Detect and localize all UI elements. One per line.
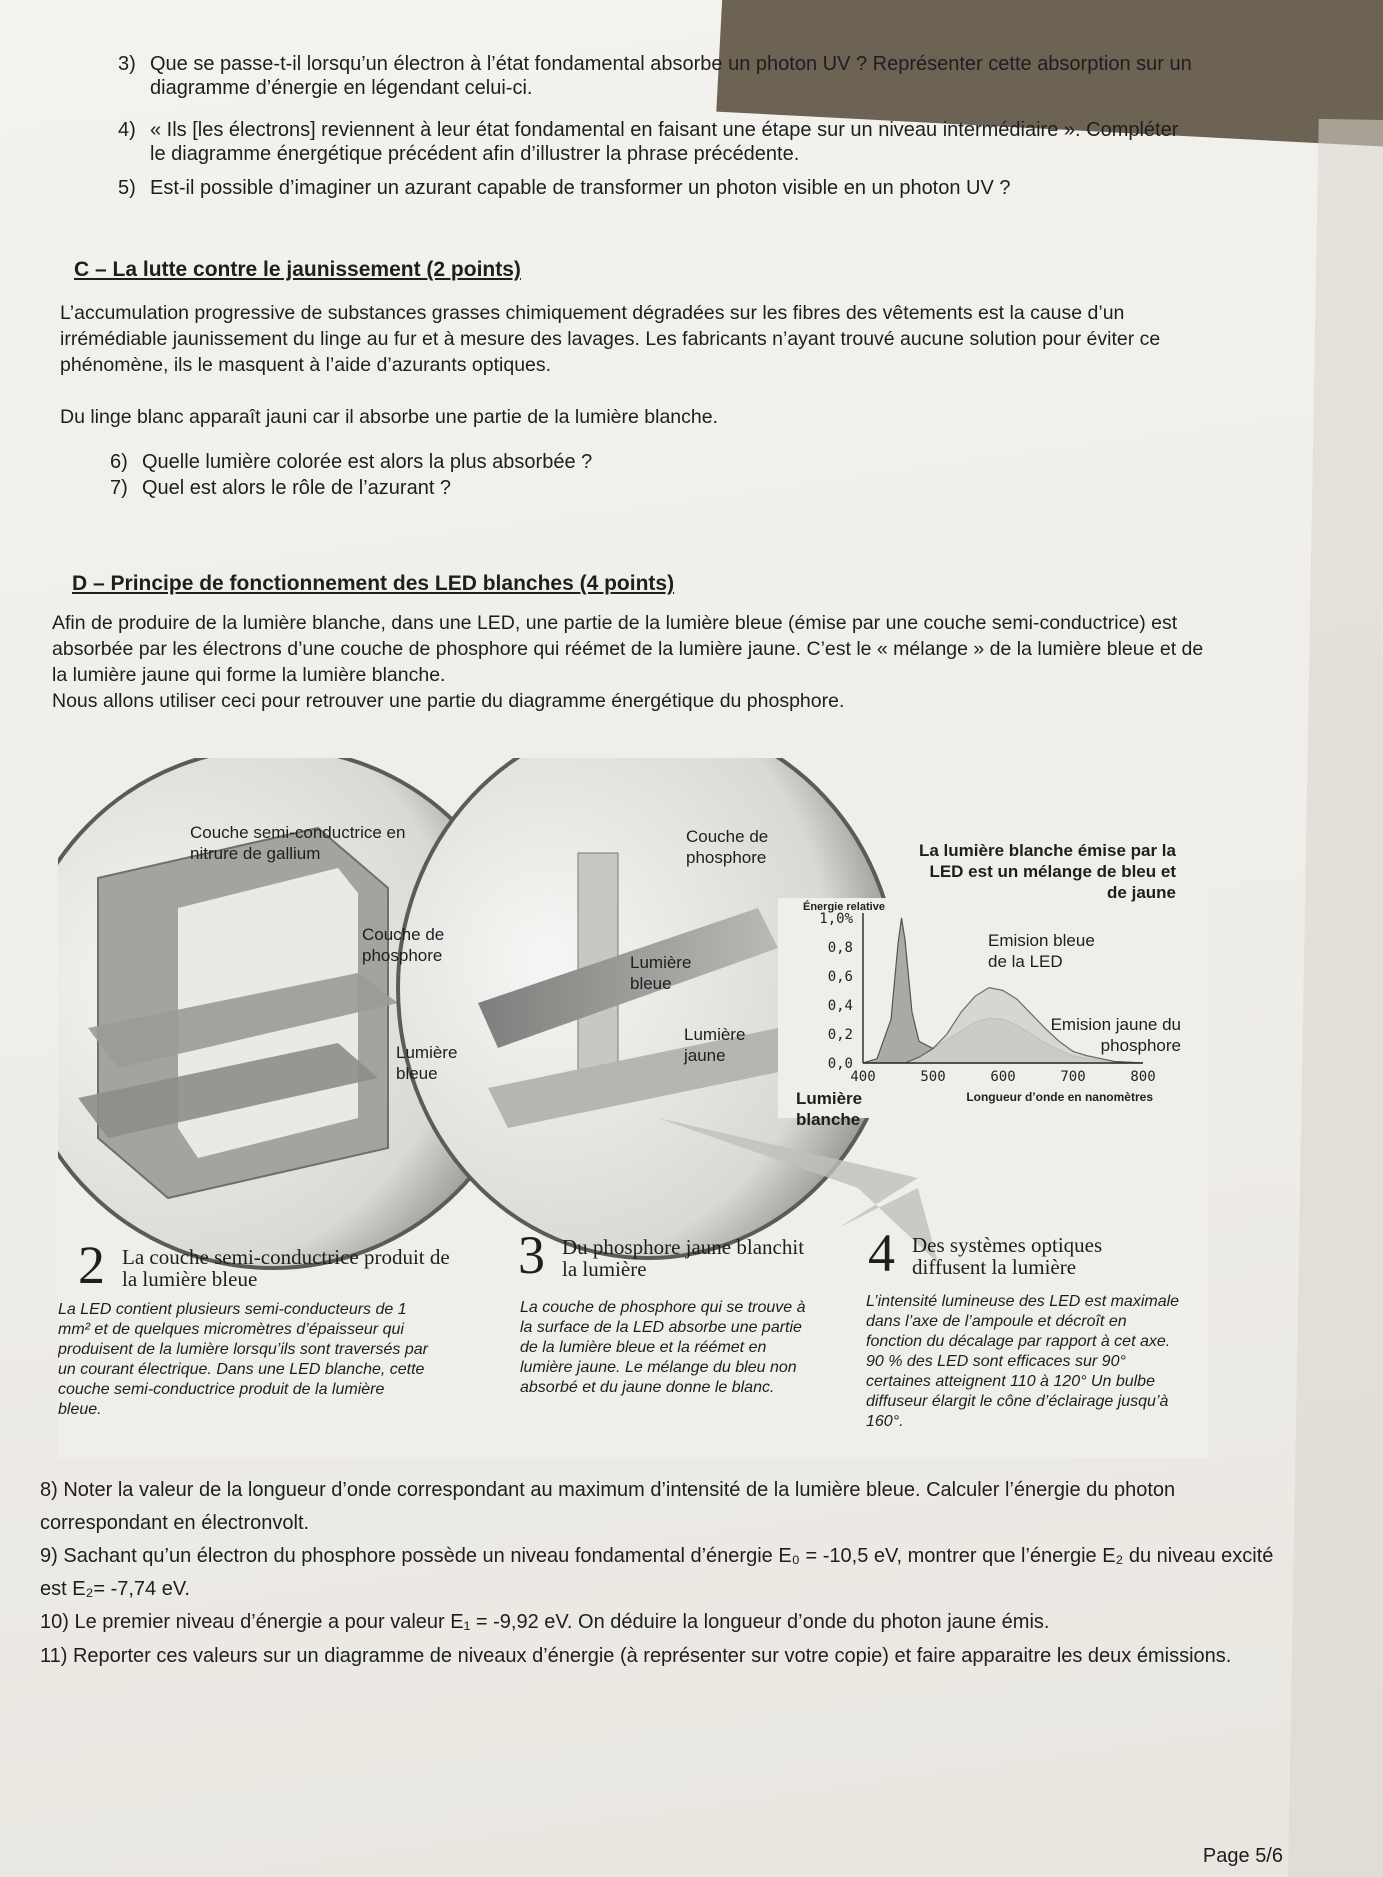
section-c-paragraph: L’accumulation progressive de substances grasses chimiquement dégradées sur les fibres des vêtements est la cause d’un irrémédiable jaunissement du linge au fur et à mesure des lavages. Les fabricants n’ayant trouvé aucune solution pour éviter ce phénomène, ils le masquent à l’aide d’azurants optiques. xyxy=(60,302,1161,376)
question-4 xyxy=(118,118,1198,166)
question-10 xyxy=(40,1606,1280,1639)
question-number: 7) xyxy=(110,477,128,499)
label-phosphor-mid: Couche de phosphore xyxy=(686,827,769,867)
question-text: Que se passe-t-il lorsqu’un électron à l’état fondamental absorbe un photon UV ? Représenter cette absorption sur un diagramme d’énergie en légendant celui-ci. xyxy=(150,53,1192,99)
caption-number: 2 xyxy=(78,1235,105,1295)
question-number: 6) xyxy=(110,451,128,473)
question-number: 9) xyxy=(40,1545,58,1567)
chart-title: La lumière blanche émise par la LED est un mélange de bleu et de jaune xyxy=(918,841,1176,902)
question-3 xyxy=(118,52,1198,100)
question-6 xyxy=(110,450,1010,474)
question-5 xyxy=(118,176,1198,200)
section-c-title: C – La lutte contre le jaunissement (2 points) xyxy=(74,258,521,281)
question-text: Noter la valeur de la longueur d’onde correspondant au maximum d’intensité de la lumière bleue. Calculer l’énergie du photon correspondant en électronvolt. xyxy=(40,1479,1176,1534)
question-number: 11) xyxy=(40,1645,68,1667)
question-number: 4) xyxy=(118,119,136,141)
y-tick-label: 0,2 xyxy=(827,1027,853,1043)
label-white-light: Lumière blanche xyxy=(796,1089,863,1129)
caption-title: Du phosphore jaune blanchit la lumière xyxy=(562,1235,805,1281)
question-text: « Ils [les électrons] reviennent à leur état fondamental en faisant une étape sur un niveau intermédiaire ». Compléter le diagramme énergétique précédent afin d’illustrer la phrase précédente. xyxy=(150,119,1179,165)
label-phosphor-left: Couche de phosphore xyxy=(362,925,445,965)
caption-2-body: La LED contient plusieurs semi-conducteurs de 1 mm² et de quelques micromètres d’épaisseur qui produisent de la lumière lorsqu’ils sont traversés par un courant électrique. Dans une LED blanche, cette couche semi-conductrice produit de la lumière bleue. xyxy=(58,1301,428,1418)
question-text: Quel est alors le rôle de l’azurant ? xyxy=(142,477,452,499)
caption-4-body: L’intensité lumineuse des LED est maximale dans l’axe de l’ampoule et décroît en fonction du décalage par rapport à cet axe. 90 % des LED sont efficaces sur 90° certaines atteignent 110 à 120° Un bulbe diffuseur élargit le cône d’éclairage jusqu’à 160°. xyxy=(866,1293,1180,1430)
question-11 xyxy=(40,1640,1280,1673)
question-8 xyxy=(40,1474,1280,1540)
x-axis-label: Longueur d’onde en nanomètres xyxy=(966,1090,1153,1104)
y-tick-label: 0,0 xyxy=(827,1056,853,1072)
question-number: 3) xyxy=(118,53,136,75)
x-tick-label: 500 xyxy=(920,1069,946,1085)
y-tick-label: 1,0% xyxy=(819,911,853,927)
label-semiconductor: Couche semi-conductrice en nitrure de gallium xyxy=(190,823,406,863)
question-7 xyxy=(110,476,1010,500)
label-blue-left: Lumière bleue xyxy=(396,1043,458,1083)
question-text: Quelle lumière colorée est alors la plus absorbée ? xyxy=(142,451,593,473)
section-d-title: D – Principe de fonctionnement des LED blanches (4 points) xyxy=(72,572,675,595)
caption-title: La couche semi-conductrice produit de la lumière bleue xyxy=(122,1245,450,1291)
y-tick-label: 0,8 xyxy=(827,940,853,956)
y-axis-label: Énergie relative xyxy=(803,901,885,913)
label-yellow-emission: Emision jaune du phosphore xyxy=(1050,1015,1181,1055)
caption-title: Des systèmes optiques diffusent la lumière xyxy=(912,1233,1103,1279)
x-tick-label: 800 xyxy=(1130,1069,1156,1085)
y-tick-label: 0,4 xyxy=(827,998,853,1014)
caption-number: 4 xyxy=(868,1223,895,1283)
x-tick-label: 600 xyxy=(990,1069,1016,1085)
section-d-paragraph-2: Nous allons utiliser ceci pour retrouver une partie du diagramme énergétique du phosphore. xyxy=(52,690,845,712)
page-number: Page 5/6 xyxy=(1202,1845,1283,1867)
section-c-paragraph-2: Du linge blanc apparaît jauni car il absorbe une partie de la lumière blanche. xyxy=(60,406,718,428)
label-yellow-mid: Lumière jaune xyxy=(684,1025,746,1065)
question-text: Sachant qu’un électron du phosphore possède un niveau fondamental d’énergie E₀ = -10,5 eV, montrer que l’énergie E₂ du niveau excité est E₂= -7,74 eV. xyxy=(40,1545,1274,1600)
question-text: Est-il possible d’imaginer un azurant capable de transformer un photon visible en un photon UV ? xyxy=(150,177,1011,199)
y-tick-label: 0,6 xyxy=(827,969,853,985)
question-number: 5) xyxy=(118,177,136,199)
x-tick-label: 400 xyxy=(850,1069,876,1085)
question-number: 10) xyxy=(40,1611,69,1633)
question-text: Le premier niveau d’énergie a pour valeur E₁ = -9,92 eV. On déduire la longueur d’onde du photon jaune émis. xyxy=(74,1611,1050,1633)
page-edge-shadow xyxy=(1287,119,1383,1877)
label-blue-emission: Emision bleue de la LED xyxy=(988,931,1095,971)
caption-number: 3 xyxy=(518,1225,545,1285)
led-figure xyxy=(58,758,1208,1458)
question-9 xyxy=(40,1540,1280,1606)
x-tick-label: 700 xyxy=(1060,1069,1086,1085)
caption-3-body: La couche de phosphore qui se trouve à la surface de la LED absorbe une partie de la lumière bleue et la réémet en lumière jaune. Le mélange du bleu non absorbé et du jaune donne le blanc. xyxy=(520,1299,806,1396)
section-d-paragraph: Afin de produire de la lumière blanche, dans une LED, une partie de la lumière bleue (émise par une couche semi-conductrice) est absorbée par les électrons d’une couche de phosphore qui réémet de la lumière jaune. C’est le « mélange » de la lumière bleue et de la lumière jaune qui forme la lumière blanche. xyxy=(52,612,1204,686)
label-blue-mid: Lumière bleue xyxy=(630,953,692,993)
question-number: 8) xyxy=(40,1479,58,1501)
question-text: Reporter ces valeurs sur un diagramme de niveaux d’énergie (à représenter sur votre copie) et faire apparaitre les deux émissions. xyxy=(72,1645,1232,1667)
